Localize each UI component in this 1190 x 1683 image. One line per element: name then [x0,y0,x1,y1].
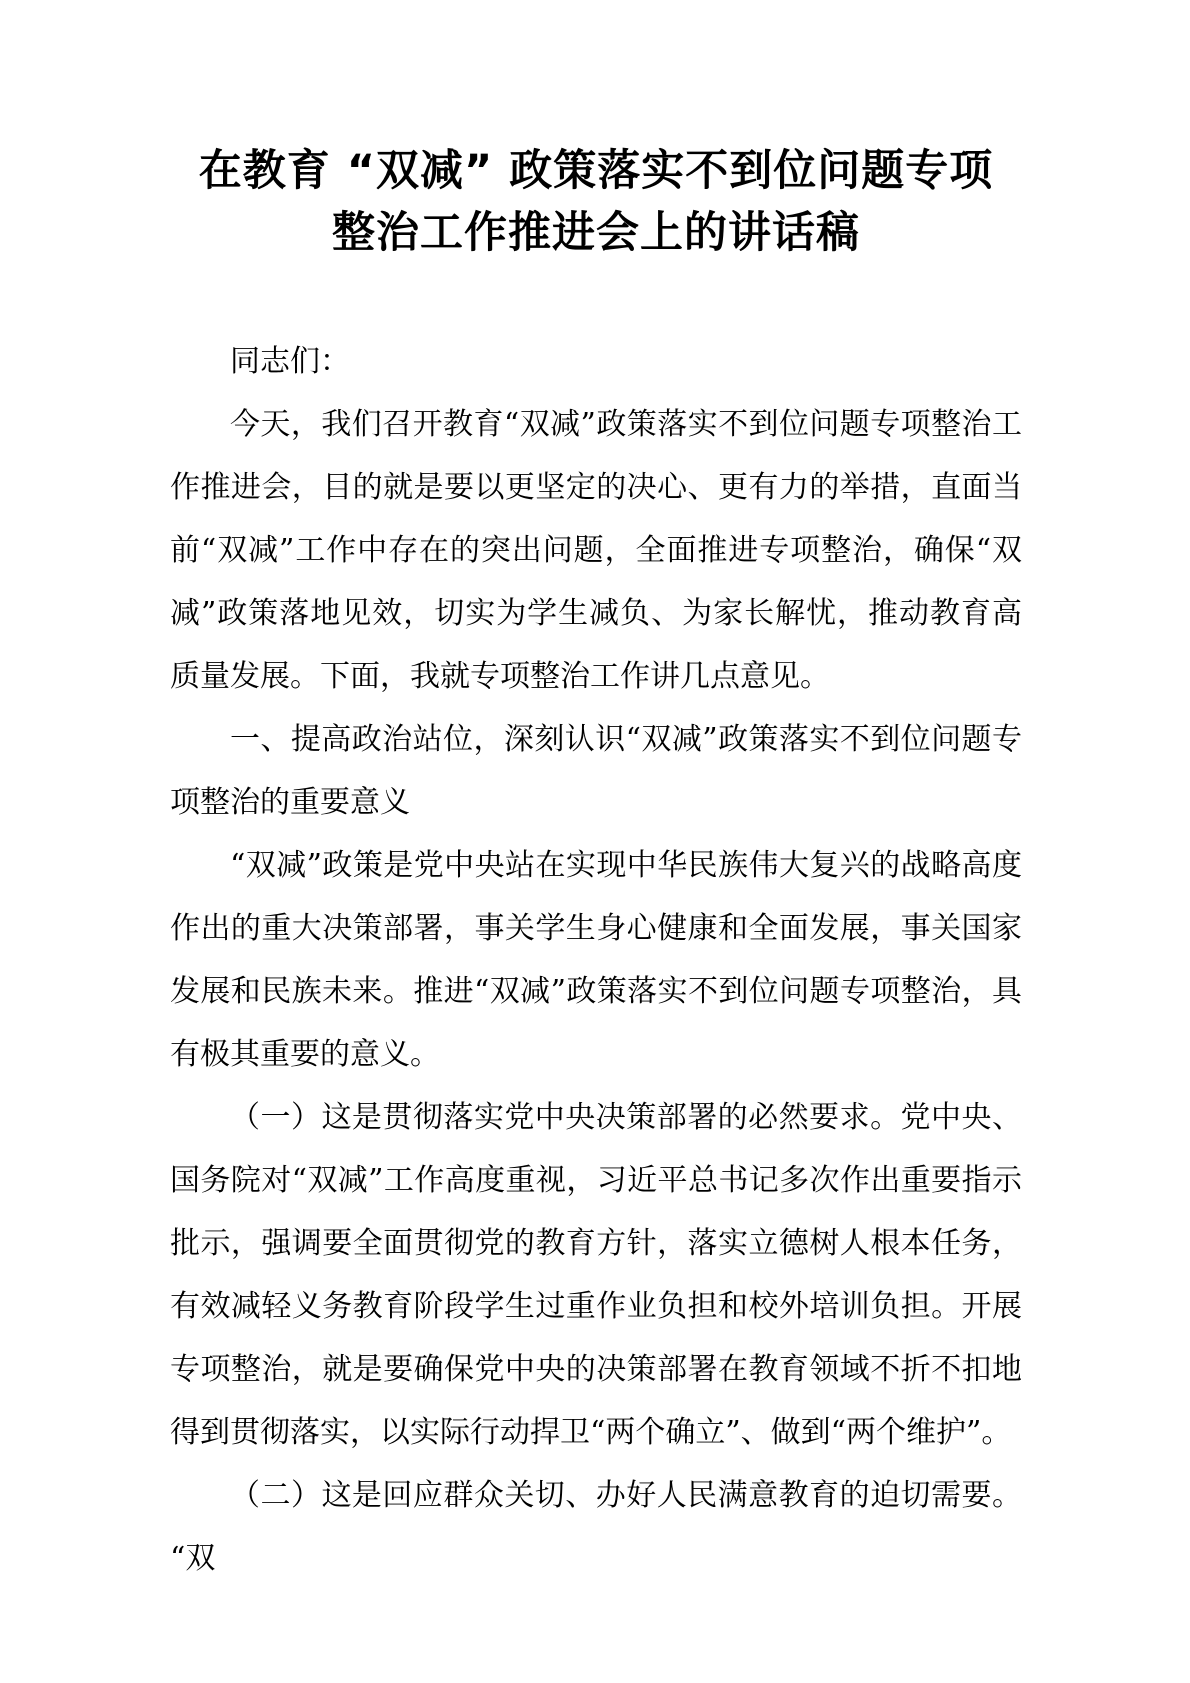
section-heading-1: 一、提高政治站位，深刻认识“双减”政策落实不到位问题专项整治的重要意义 [170,722,1022,820]
paragraph-intro: 今天，我们召开教育“双减”政策落实不到位问题专项整治工作推进会，目的就是要以更坚定的决心、更有力的举措，直面当前“双减”工作中存在的突出问题，全面推进专项整治，确保“双减”政策落地见效，切实为学生减负、为家长解忧，推动教育高质量发展。下面，我就专项整治工作讲几点意见。 [170,407,1022,694]
document-body [170,330,1022,1590]
paragraph-salutation: 同志们： [230,344,350,379]
paragraph-significance: “双减”政策是党中央站在实现中华民族伟大复兴的战略高度作出的重大决策部署，事关学生身心健康和全面发展，事关国家发展和民族未来。推进“双减”政策落实不到位问题专项整治，具有极其重要的意义。 [170,848,1022,1072]
paragraph-point-2: （二）这是回应群众关切、办好人民满意教育的迫切需要。“双 [170,1478,1022,1576]
document-title-line-1: 在教育 “双减” 政策落实不到位问题专项 [198,146,994,196]
document-title [170,140,1022,264]
document-title-line-2: 整治工作推进会上的讲话稿 [332,208,860,258]
paragraph-point-1: （一）这是贯彻落实党中央决策部署的必然要求。党中央、国务院对“双减”工作高度重视，习近平总书记多次作出重要指示批示，强调要全面贯彻党的教育方针，落实立德树人根本任务，有效减轻义务教育阶段学生过重作业负担和校外培训负担。开展专项整治，就是要确保党中央的决策部署在教育领域不折不扣地得到贯彻落实，以实际行动捍卫“两个确立”、做到“两个维护”。 [170,1100,1022,1450]
